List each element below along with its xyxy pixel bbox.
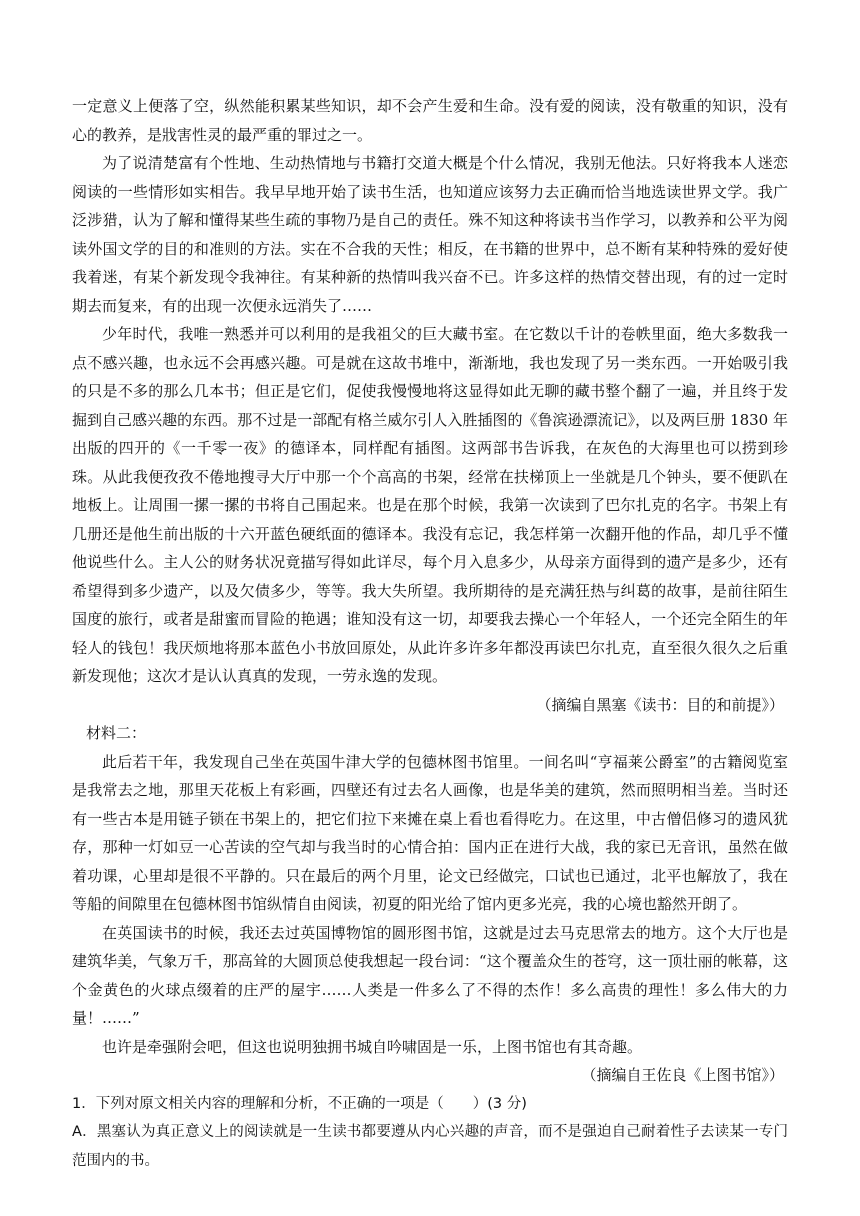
paragraph: 少年时代，我唯一熟悉并可以利用的是我祖父的巨大藏书室。在它数以千计的卷帙里面，绝大多数我一点不感兴趣，也永远不会再感兴趣。可是就在这故书堆中，渐渐地，我也发现了另一类东西。一开始吸引我的只是不多的那么几本书；但正是它们，促使我慢慢地将这显得如此无聊的藏书整个翻了一遍，并且终于发掘到自己感兴趣的东西。那不过是一部配有格兰威尔引人入胜插图的《鲁滨逊漂流记》，以及两巨册 1830 年出版的四开的《一千零一夜》的德译本，同样配有插图。这两部书告诉我，在灰色的大海里也可以捞到珍珠。从此我便孜孜不倦地搜寻大厅中那一个个高高的书架，经常在扶梯顶上一坐就是几个钟头，要不便趴在地板上。让周围一摞一摞的书将自己围起来。也是在那个时候，我第一次读到了巴尔扎克的名字。书架上有几册还是他生前出版的十六开蓝色硬纸面的德译本。我没有忘记，我怎样第一次翻开他的作品，却几乎不懂他说些什么。主人公的财务状况竟描写得如此详尽，每个月入息多少，从母亲方面得到的遗产是多少，还有希望得到多少遗产，以及欠债多少，等等。我大失所望。我所期待的是充满狂热与纠葛的故事，是前往陌生国度的旅行，或者是甜蜜而冒险的艳遇；谁知没有这一切，却要我去操心一个年轻人，一个还完全陌生的年轻人的钱包！我厌烦地将那本蓝色小书放回原处，从此许多许多年都没再读巴尔扎克，直至很久很久之后重新发现他；这次才是认认真真的发现，一劳永逸的发现。	[72, 325, 788, 685]
paragraph: 也许是牵强附会吧，但这也说明独拥书城自吟啸固是一乐，上图书馆也有其奇趣。	[102, 1037, 643, 1056]
section-label: 材料二：	[86, 724, 147, 742]
source-citation: （摘编自王佐良《上图书馆》）	[581, 1066, 784, 1084]
question-stem: 1．下列对原文相关内容的理解和分析，不正确的一项是（ ）(3 分)	[72, 1095, 527, 1112]
paragraph: 为了说清楚富有个性地、生动热情地与书籍打交道大概是个什么情况，我别无他法。只好将我本人迷恋阅读的一些情形如实相告。我早早地开始了读书生活，也知道应该努力去正确而恰当地选读世界文学。我广泛涉猎，认为了解和懂得某些生疏的事物乃是自己的责任。殊不知这种将读书当作学习，以教养和公平为阅读外国文学的目的和准则的方法。实在不合我的天性；相反，在书籍的世界中，总不断有某种特殊的爱好使我着迷，有某个新发现令我神往。有某种新的热情叫我兴奋不已。许多这样的热情交替出现，有的过一定时期去而复来，有的出现一次便永远消失了……	[72, 154, 788, 315]
question-option-a: A．黑塞认为真正意义上的阅读就是一生读书都要遵从内心兴趣的声音，而不是强迫自己耐着性子去读某一专门范围内的书。	[72, 1124, 788, 1169]
source-citation: （摘编自黑塞《读书：目的和前提》）	[536, 695, 784, 714]
document-page	[72, 92, 788, 1175]
paragraph-continuation: 一定意义上便落了空，纵然能积累某些知识，却不会产生爱和生命。没有爱的阅读，没有敬重的知识，没有心的教养，是戕害性灵的最严重的罪过之一。	[72, 97, 788, 144]
paragraph: 在英国读书的时候，我还去过英国博物馆的圆形图书馆，这就是过去马克思常去的地方。这个大厅也是建筑华美，气象万千，那高耸的大圆顶总使我想起一段台词：“这个覆盖众生的苍穹，这一顶壮丽的帐幕，这个金黄色的火球点缀着的庄严的屋宇……人类是一件多么了不得的杰作！多么高贵的理性！多么伟大的力量！……”	[72, 923, 788, 1027]
paragraph: 此后若干年，我发现自己坐在英国牛津大学的包德林图书馆里。一间名叫“亨福莱公爵室”的古籍阅览室是我常去之地，那里天花板上有彩画，四壁还有过去名人画像，也是华美的建筑，然而照明相当差。当时还有一些古本是用链子锁在书架上的，把它们拉下来摊在桌上看也看得吃力。在这里，中古僧侣修习的遗风犹存，那种一灯如豆一心苦读的空气却与我当时的心情合拍：国内正在进行大战，我的家已无音讯，虽然在做着功课，心里却是很不平静的。只在最后的两个月里，论文已经做完，口试也已通过，北平也解放了，我在等船的间隙里在包德林图书馆纵情自由阅读，初夏的阳光给了馆内更多光亮，我的心境也豁然开朗了。	[72, 752, 788, 913]
